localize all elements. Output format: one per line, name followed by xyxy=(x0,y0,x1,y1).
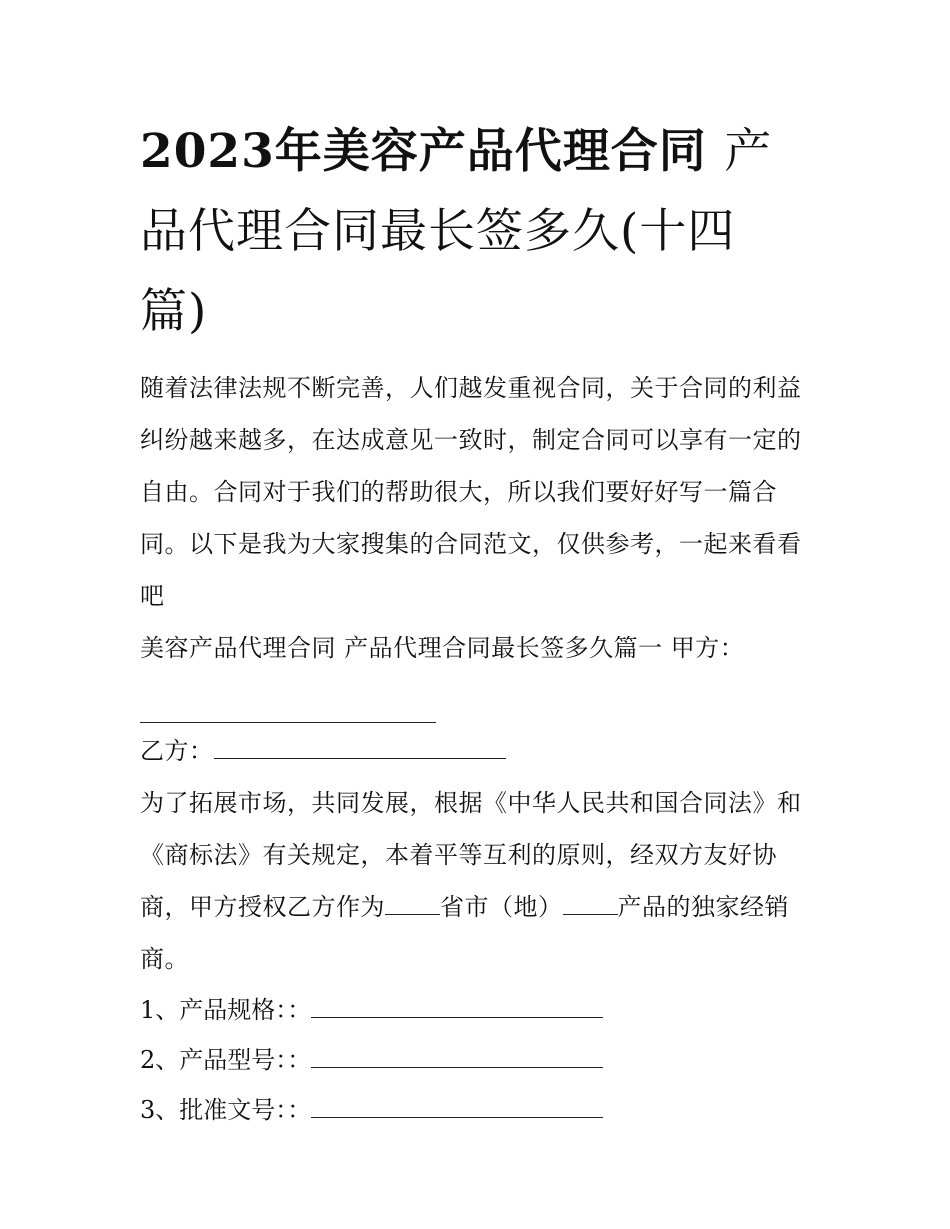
title-rest: 产品代理合同最长签多久(十四篇) xyxy=(140,124,773,339)
party-b-blank xyxy=(214,736,506,759)
party-b-line xyxy=(140,725,820,777)
document-page xyxy=(140,112,820,1135)
province-blank xyxy=(385,892,440,915)
authorization-part-1: 为了拓展市场，共同发展，根据《中华人民共和国合同法》和《商标法》有关规定，本着平等互利的原则，经双方友好协商，甲方授权乙方作为 xyxy=(140,789,802,921)
field-blank xyxy=(311,1095,603,1118)
field-row-approval xyxy=(140,1085,820,1135)
field-row-model xyxy=(140,1035,820,1085)
document-title xyxy=(140,112,780,352)
field-label: 1、产品规格：： xyxy=(140,996,312,1024)
field-label: 2、产品型号：： xyxy=(140,1046,312,1074)
authorization-part-3: 产品的独家经销商。 xyxy=(140,893,789,973)
intro-paragraph: 随着法律法规不断完善，人们越发重视合同，关于合同的利益纠纷越来越多，在达成意见一致时，制定合同可以享有一定的自由。合同对于我们的帮助很大，所以我们要好好写一篇合同。以下是我为大家搜集的合同范文，仅供参考，一起来看看吧 xyxy=(140,374,802,610)
authorization-paragraph xyxy=(140,777,820,985)
field-blank xyxy=(311,995,603,1018)
field-row-spec xyxy=(140,985,820,1035)
party-a-blank xyxy=(140,674,436,723)
section-heading: 美容产品代理合同 产品代理合同最长签多久篇一 甲方： xyxy=(140,634,745,662)
field-blank xyxy=(311,1045,603,1068)
party-b-label: 乙方： xyxy=(140,737,214,765)
title-bold: 2023年美容产品代理合同 xyxy=(140,124,725,179)
product-blank xyxy=(563,892,618,915)
field-label: 3、批准文号：： xyxy=(140,1096,312,1124)
authorization-part-2: 省市（地） xyxy=(440,893,563,921)
